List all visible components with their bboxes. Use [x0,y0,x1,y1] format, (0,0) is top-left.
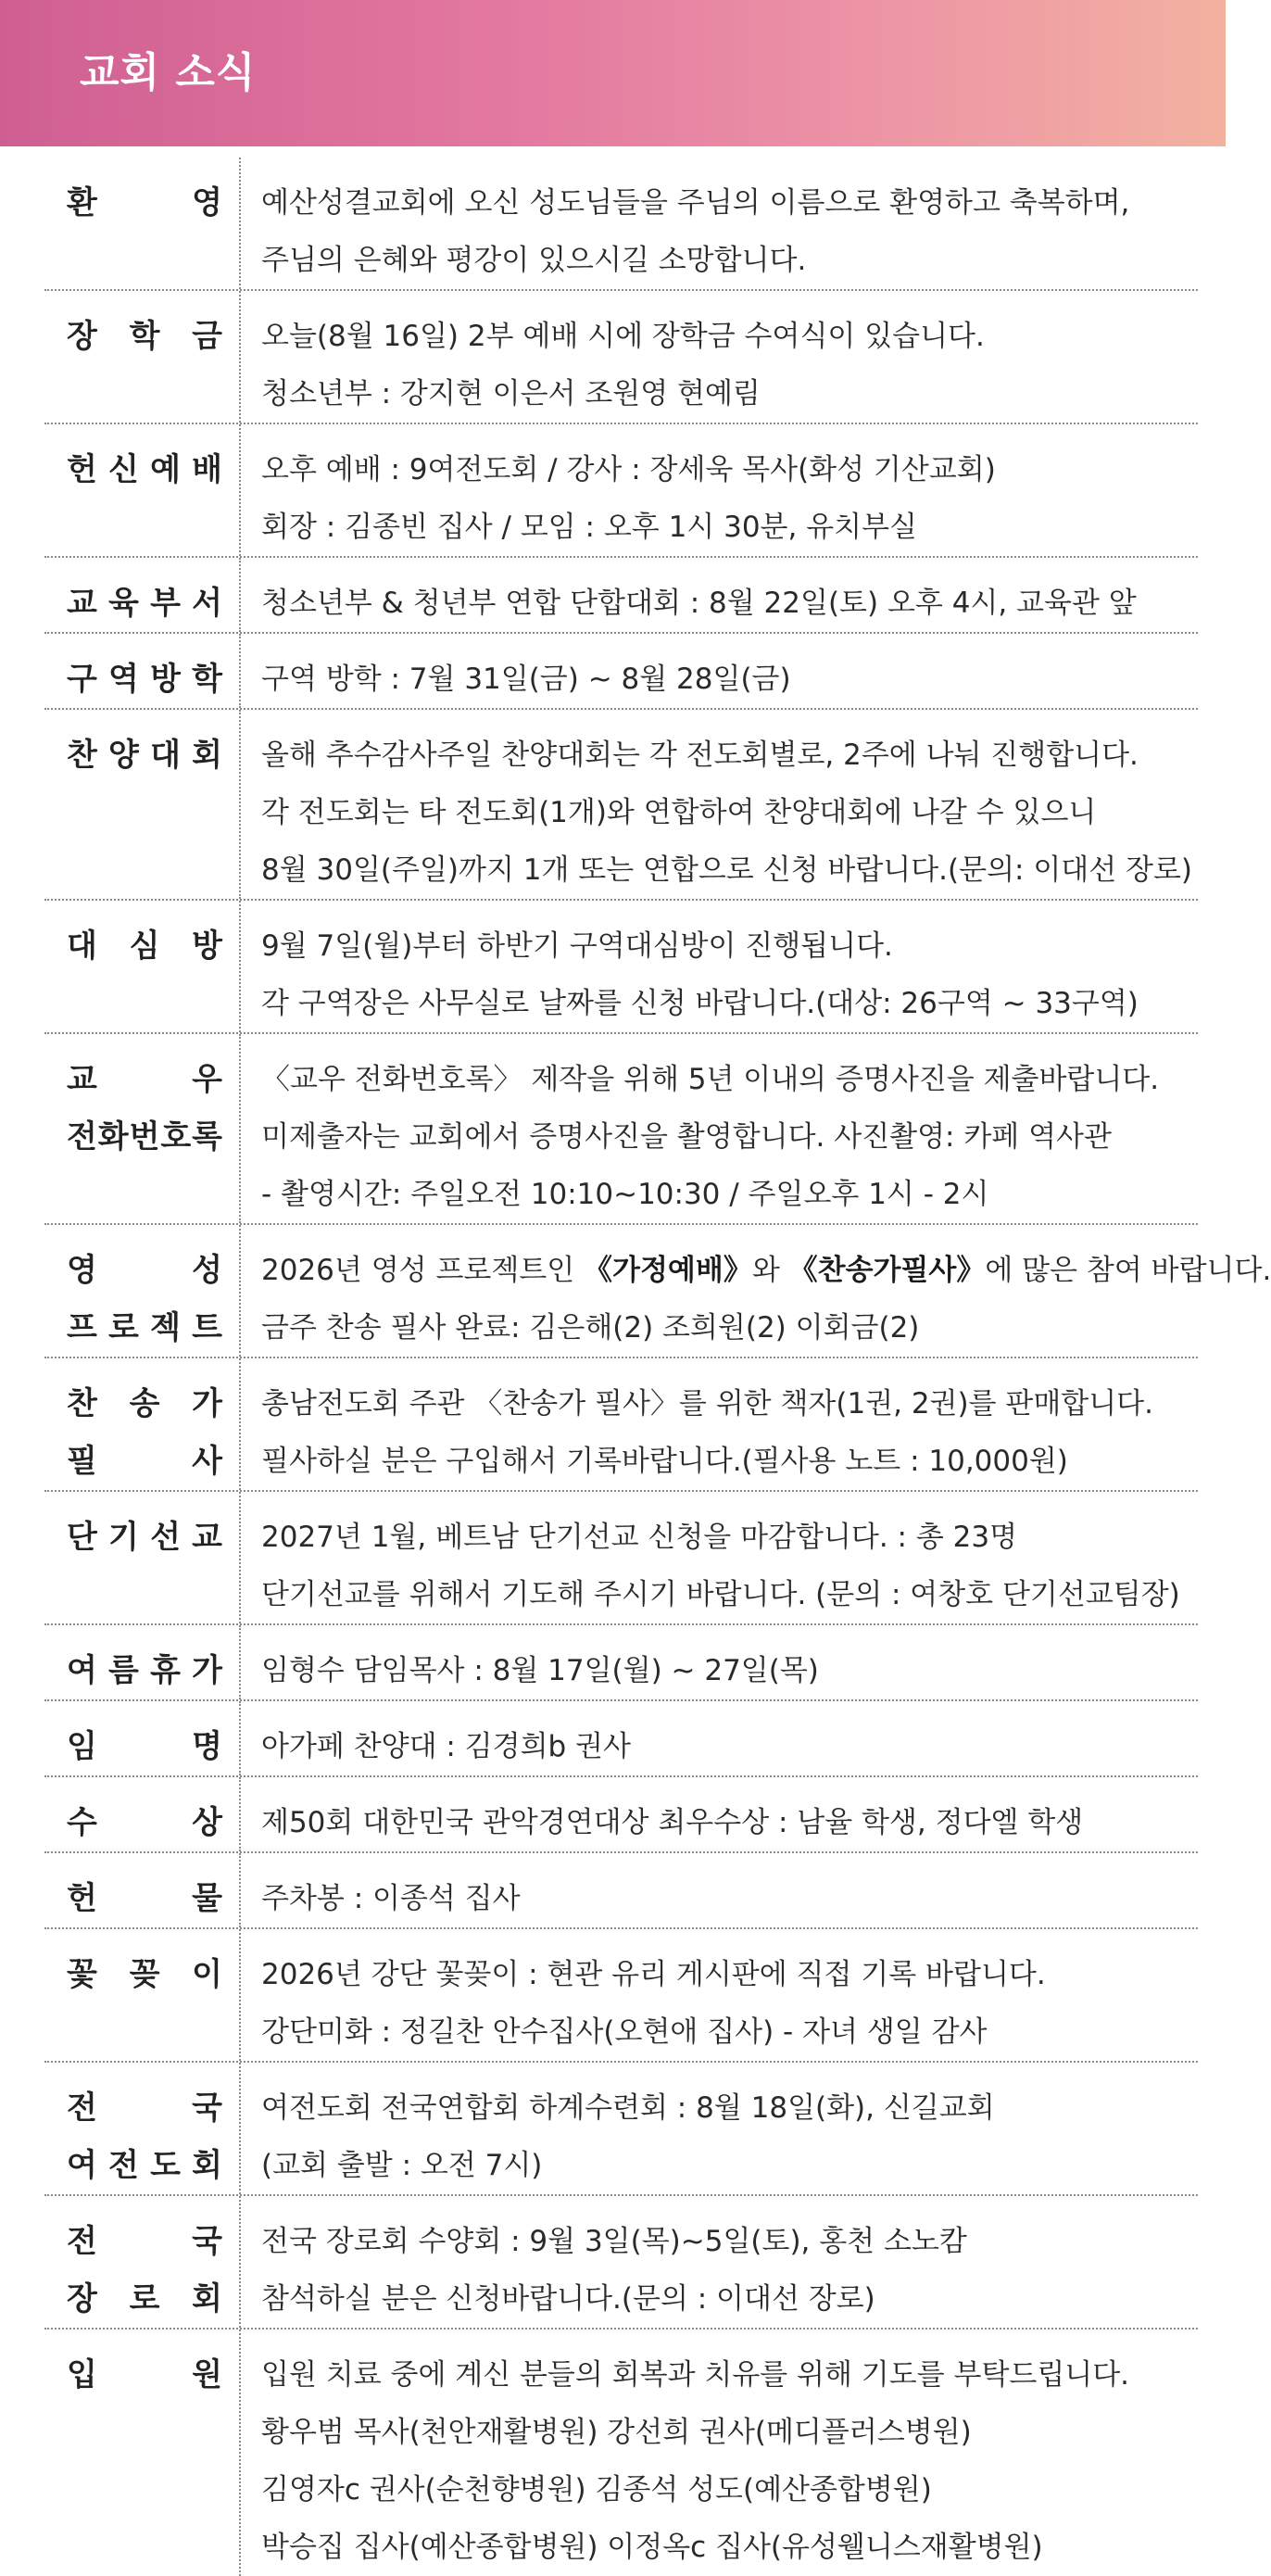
content-text: 에 많은 참여 바랍니다. [985,1254,1271,1287]
content-line: 주차봉 : 이종석 집사 [261,1882,521,1915]
content-line: 강단미화 : 정길찬 안수집사(오현애 집사) - 자녀 생일 감사 [261,2015,988,2049]
row-label-line: 환 영 [67,184,222,221]
row-label [44,1794,230,1851]
row-label [44,917,230,975]
row-label [44,1718,230,1775]
row-label [44,1051,230,1166]
news-row [44,558,1198,634]
content-line: 2026년 강단 꽃꽂이 : 현관 유리 게시판에 직접 기록 바랍니다. [261,1958,1046,1991]
content-line: 제50회 대한민국 관악경연대상 최우수상 : 남율 학생, 정다엘 학생 [261,1806,1084,1839]
news-row [44,1777,1198,1853]
row-label-line: 장 로 회 [67,2280,222,2317]
content-line: 〈교우 전화번호록〉 제작을 위해 5년 이내의 증명사진을 제출바랍니다. [261,1063,1160,1096]
column-divider [239,1225,241,1357]
content-line: 청소년부 : 강지현 이은서 조원영 현예림 [261,377,761,410]
content-line: 회장 : 김종빈 집사 / 모임 : 오후 1시 30분, 유치부실 [261,511,917,544]
row-label-line: 필 사 [67,1443,222,1480]
content-line: - 촬영시간: 주일오전 10:10~10:30 / 주일오후 1시 - 2시 [261,1178,989,1211]
news-row [44,1625,1198,1701]
content-line: 총남전도회 주관 〈찬송가 필사〉를 위한 책자(1권, 2권)를 판매합니다. [261,1387,1153,1421]
column-divider [239,901,241,1032]
row-content [230,1946,1198,2061]
news-row [44,2196,1198,2330]
row-label-line: 영 성 [67,1252,222,1289]
column-divider [239,558,241,632]
row-content [230,1642,1198,1699]
row-label [44,650,230,708]
news-row [44,1701,1198,1777]
content-line: 청소년부 & 청년부 연합 단합대회 : 8월 22일(토) 오후 4시, 교육관 앞 [261,587,1137,620]
row-content [230,1794,1198,1851]
row-label-line: 수 상 [67,1804,222,1841]
row-label [44,1242,230,1357]
column-divider [239,1625,241,1699]
content-line: 단기선교를 위해서 기도해 주시기 바랍니다. (문의 : 여창호 단기선교팀장) [261,1578,1180,1611]
row-label-line: 여 름 휴 가 [67,1652,222,1689]
content-line: 오늘(8월 16일) 2부 예배 시에 장학금 수여식이 있습니다. [261,320,985,353]
row-label-line: 단 기 선 교 [67,1519,222,1556]
content-line: 전국 장로회 수양회 : 9월 3일(목)~5일(토), 홍천 소노캄 [261,2225,967,2258]
row-label [44,441,230,499]
content-text: 와 [751,1254,789,1287]
news-row [44,291,1198,424]
row-content [230,917,1198,1032]
row-content [230,1870,1198,1927]
row-label-line: 구 역 방 학 [67,661,222,698]
row-content [230,726,1198,899]
column-divider [239,1358,241,1490]
news-row [44,1034,1198,1225]
row-label-line: 임 명 [67,1728,222,1765]
row-label [44,308,230,365]
news-row [44,1929,1198,2063]
row-label [44,575,230,632]
row-label-line: 전 국 [67,2090,222,2127]
highlight-text: 《찬송가필사》 [788,1254,986,1287]
column-divider [239,1929,241,2061]
content-line: 아가페 찬양대 : 김경희b 권사 [261,1730,631,1763]
news-row [44,634,1198,710]
row-content [230,308,1198,423]
content-line: 구역 방학 : 7월 31일(금) ~ 8월 28일(금) [261,663,791,696]
row-label-line: 찬 송 가 [67,1385,222,1422]
row-label [44,1946,230,2003]
row-label [44,2346,230,2404]
row-label [44,2213,230,2328]
row-label-line: 헌 물 [67,1880,222,1917]
news-row [44,901,1198,1034]
content-line: 9월 7일(월)부터 하반기 구역대심방이 진행됩니다. [261,929,893,963]
row-content [230,174,1198,289]
column-divider [239,1492,241,1623]
row-content [230,441,1198,556]
content-line: 황우범 목사(천안재활병원) 강선희 권사(메디플러스병원) [261,2416,972,2449]
column-divider [239,1853,241,1927]
content-line: 여전도회 전국연합회 하계수련회 : 8월 18일(화), 신길교회 [261,2091,995,2125]
highlight-text: 《가정예배》 [584,1254,752,1287]
row-content [230,2346,1198,2576]
content-line: 각 구역장은 사무실로 날짜를 신청 바랍니다.(대상: 26구역 ~ 33구역) [261,987,1139,1020]
content-text: 2026년 영성 프로젝트인 [261,1254,585,1287]
column-divider [239,291,241,423]
content-line: 참석하실 분은 신청바랍니다.(문의 : 이대선 장로) [261,2282,875,2316]
row-label-line: 꽃 꽂 이 [67,1956,222,1993]
content-line: 임형수 담임목사 : 8월 17일(월) ~ 27일(목) [261,1654,819,1687]
news-row [44,2063,1198,2196]
row-label-line: 여 전 도 회 [67,2147,222,2184]
row-label-line: 프 로 젝 트 [67,1309,222,1346]
news-row [44,1492,1198,1625]
column-divider [239,634,241,708]
content-line: 입원 치료 중에 계신 분들의 회복과 치유를 위해 기도를 부탁드립니다. [261,2358,1130,2392]
row-label-line: 입 원 [67,2356,222,2393]
row-content [230,2213,1198,2328]
content-line: 2027년 1월, 베트남 단기선교 신청을 마감합니다. : 총 23명 [261,1521,1018,1554]
content-line: (교회 출발 : 오전 7시) [261,2149,543,2182]
column-divider [239,1777,241,1851]
section-title: 교회 소식 [80,49,257,96]
news-row [44,1225,1271,1358]
content-line: 주님의 은혜와 평강이 있으시길 소망합니다. [261,244,807,277]
news-row [44,158,1198,291]
column-divider [239,2330,241,2576]
row-label-line: 헌 신 예 배 [67,451,222,488]
row-content [230,650,1198,708]
row-content [230,1375,1198,1490]
row-content [230,575,1198,632]
row-label-line: 대 심 방 [67,928,222,965]
row-label-line: 전 화 번 호 록 [67,1118,222,1155]
news-table [44,158,1271,2576]
content-line: 각 전도회는 타 전도회(1개)와 연합하여 찬양대회에 나갈 수 있으니 [261,796,1097,829]
row-label-line: 전 국 [67,2223,222,2260]
content-line: 8월 30일(주일)까지 1개 또는 연합으로 신청 바랍니다.(문의: 이대선 장로) [261,853,1192,887]
row-content [230,2079,1198,2194]
row-label [44,1509,230,1566]
row-label [44,1642,230,1699]
column-divider [239,1701,241,1775]
row-label-line: 교 우 [67,1061,222,1098]
section-header [0,0,1226,146]
column-divider [239,2063,241,2194]
news-row [44,2330,1198,2576]
column-divider [239,424,241,556]
row-content [230,1242,1271,1357]
news-row [44,710,1198,901]
row-label [44,1375,230,1490]
content-line: 김영자c 권사(순천향병원) 김종석 성도(예산종합병원) [261,2473,932,2507]
content-line: 올해 추수감사주일 찬양대회는 각 전도회별로, 2주에 나눠 진행합니다. [261,739,1139,772]
content-line: 필사하실 분은 구입해서 기록바랍니다.(필사용 노트 : 10,000원) [261,1445,1068,1478]
news-row [44,1358,1198,1492]
row-content [230,1509,1198,1623]
content-line: 예산성결교회에 오신 성도님들을 주님의 이름으로 환영하고 축복하며, [261,186,1130,220]
row-label-line: 장 학 금 [67,318,222,355]
row-label-line: 찬 양 대 회 [67,737,222,774]
column-divider [239,1034,241,1223]
content-line: 금주 찬송 필사 완료: 김은해(2) 조희원(2) 이회금(2) [261,1311,920,1345]
row-content [230,1051,1198,1223]
news-row [44,424,1198,558]
content-line: 오후 예배 : 9여전도회 / 강사 : 장세욱 목사(화성 기산교회) [261,453,996,486]
content-line: 박승집 집사(예산종합병원) 이정옥c 집사(유성웰니스재활병원) [261,2531,1043,2564]
row-label-line: 교 육 부 서 [67,585,222,622]
column-divider [239,158,241,289]
row-content [230,1718,1198,1775]
news-row [44,1853,1198,1929]
content-line: 미제출자는 교회에서 증명사진을 촬영합니다. 사진촬영: 카페 역사관 [261,1120,1112,1154]
row-label [44,1870,230,1927]
content-line [261,1242,1271,1299]
row-label [44,174,230,232]
column-divider [239,2196,241,2328]
column-divider [239,710,241,899]
row-label [44,2079,230,2194]
row-label [44,726,230,784]
